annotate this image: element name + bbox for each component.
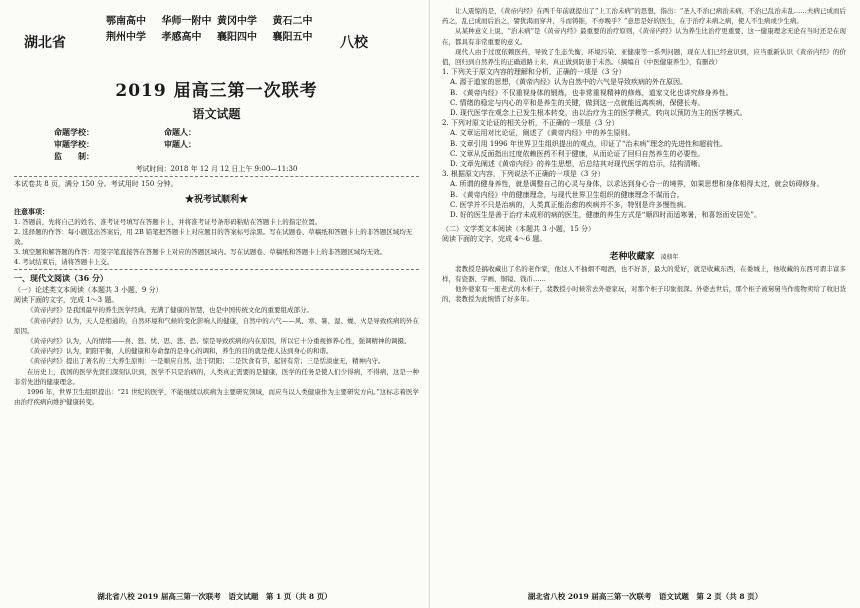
story-paragraph: 他外婆家有一座老式的木柜子，裴教授小时候常去外婆家玩，对那个柜子印象很深。外婆去世后，那个柜子被舅舅当作废物卖给了收旧货的，裴教授为此惋惜了好多年。: [442, 285, 846, 304]
story-author: 凌鼎年: [660, 253, 679, 261]
school-name: 襄阳四中: [216, 32, 257, 43]
school-list: [106, 14, 326, 46]
notes-title: 注意事项：: [14, 206, 49, 216]
exam-meta: [54, 126, 419, 162]
province: 湖北省: [24, 35, 66, 51]
divider: [14, 176, 419, 177]
exam-time: 考试时间：2018 年 12 月 12 日上午 9:00—11:30: [135, 165, 298, 173]
question-option: A. 源于道家的思想，《黄帝内经》认为自然中的六气是导致疾病的外在原因。: [450, 78, 688, 87]
passage-paragraph: 从某种意义上说，“治未病”是《黄帝内经》最重要的治疗原则，《黄帝内经》认为养生比治疗更重要，这一健康理念无论在当时还是在现在，都具有非常重要的意义。: [442, 27, 846, 46]
page-footer: 湖北省八校 2019 届高三第一次联考 语文试题 第 1 页（共 8 页）: [97, 592, 332, 601]
question-option: B. 《黄帝内经》不仅重视身体的锻炼，也非常重视精神的修炼，道家文化也讲究修身养性。: [450, 88, 733, 97]
question-option: C. 情绪的稳定与内心的平和是养生的关键，做到这一点就能远离疾病，保健长寿。: [450, 98, 705, 107]
story-paragraph: 裴教授是搞收藏出了名的老作家，他这人不抽烟不喝酒，也不好茶，最大的爱好，就是收藏东西，在娄城上，他收藏的东西可谓丰富多样，有瓷器、字画、铜镜、钱币……: [442, 264, 846, 283]
exam-header: [14, 6, 419, 76]
reading-instruction: 阅读下面的文字，完成 4～6 题。: [442, 235, 547, 244]
school-name: 华师一附中: [161, 16, 212, 27]
passage-paragraph: 让人震惊的是，《黄帝内经》在两千年前就提出了“上工治未病”的思想，指出：“圣人不治已病治未病，不治已乱治未乱……夫病已成而后药之，乱已成而后治之，譬犹渴而穿井，斗而铸锥，不亦晚乎？”意思是好的医生，在于治疗未病之病，使人不生病或少生病。: [442, 7, 846, 26]
passage-paragraph: 《黄帝内经》认为，阴阳平衡，人的健康和寿命靠的是身心的调和，养生的目的就是使人达到身心的和谐。: [27, 347, 333, 356]
note-item: 4. 考试结束后，请将答题卡上交。: [14, 258, 114, 266]
exam-intro: 本试卷共 8 页，满分 150 分。考试用时 150 分钟。: [14, 180, 178, 188]
good-luck-banner: ★祝考试顺利★: [184, 194, 248, 205]
section-heading: 一、现代文阅读（36 分）: [14, 273, 108, 283]
page-footer: 湖北省八校 2019 届高三第一次联考 语文试题 第 2 页（共 8 页）: [527, 592, 763, 601]
question-stem: 3. 根据原文内容，下列说法不正确的一项是（3 分）: [442, 170, 605, 179]
question-option: A. 所谓的健身养性，就是调整自己的心灵与身体，以求达到身心合一的境界，如果思想和身体相得太过，就会妨碍修身。: [450, 180, 824, 189]
question-stem: 2. 下列对原文论证的相关分析，不正确的一项是（3 分）: [442, 119, 619, 128]
question-option: B. 《黄帝内经》中的健康理念，与现代世界卫生组织的健康理念不谋而合。: [450, 190, 684, 199]
note-item: 2. 选择题的作答：每小题选出答案后，用 2B 铅笔把答题卡上对应题目的答案标号涂黑。写在试题卷、草稿纸和答题卡上的非答题区域均无效。: [14, 228, 413, 246]
school-name: 鄂南高中: [106, 16, 146, 27]
question-option: C. 文章从反面指出过度依赖医药不利于健康，从而论证了回归自然养生的必要性。: [450, 149, 705, 158]
meta-field: 审题学校：: [54, 139, 94, 149]
passage-paragraph: 1996 年，世界卫生组织提出：“21 世纪的医学，不能继续以疾病为主要研究领域，而应当以人类健康作为主要研究方向。”这标志着医学由治疗疾病向维护健康转变。: [14, 388, 419, 407]
meta-field: 监 制：: [54, 151, 94, 161]
passage-paragraph: 《黄帝内经》提出了著名的三大养生原则：一是顺应自然，法于阴阳；二是饮食有节，起居有常；三是恬淡虚无，精神内守。: [27, 357, 385, 366]
divider: [14, 269, 419, 270]
question-option: A. 文章运用对比论证，阐述了《黄帝内经》中的养生原则。: [450, 129, 635, 138]
meta-field: 命题人：: [164, 127, 196, 137]
page-right: [430, 0, 860, 608]
passage-paragraph: 《黄帝内经》是我国最早的养生医学经典，充满了健康的智慧，也是中国传统文化的重要组成部分。: [27, 306, 313, 315]
school-name: 荆州中学: [106, 32, 146, 43]
story-title: [442, 249, 846, 262]
meta-field: 命题学校：: [54, 127, 94, 137]
exam-title: 2019 届高三第一次联考: [115, 81, 318, 101]
passage-paragraph: 《黄帝内经》认为，人的情绪——喜、怒、忧、思、悲、恐、惊是导致疾病的内在原因，所以它十分重视修养心性，强调精神的调摄。: [27, 337, 411, 346]
school-name: 黄冈中学: [216, 16, 257, 27]
reading-instruction: 阅读下面的文字，完成 1～3 题。: [14, 296, 119, 305]
eight-schools-badge: 八校: [340, 35, 368, 51]
story-title-text: 老种收藏家: [609, 251, 655, 262]
question-option: C. 医学并不只是治病的，人类真正能治愈的疾病并不多，特别是许多慢性病。: [450, 200, 691, 209]
question-option: D. 好的医生是善于治疗未成形的病的医生，健康的养生方式是“顺四时而适寒暑，和喜怒而安居处”。: [450, 211, 761, 220]
passage-paragraph: 在历史上，我国的医学先贤们深刻认识到，医学不只是治病的，人类真正需要的是健康，医学的任务是使人们少得病，不得病，这是一种非常先进的健康理念。: [14, 367, 419, 386]
passage-paragraph: 《黄帝内经》认为，天人是相通的，自然环境和气候的变化影响人的健康，自然中的六气——风、寒、暑、湿、燥、火是导致疾病的外在原因。: [14, 316, 419, 335]
subsection-heading: （二）文学类文本阅读（本题共 3 小题，15 分）: [442, 225, 596, 234]
exam-subtitle: 语文试题: [192, 107, 241, 121]
meta-field: 审题人：: [164, 139, 196, 149]
question-option: B. 文章引用 1996 年世界卫生组织提出的观点，印证了“治未病”理念的先进性和超前性。: [450, 139, 728, 148]
school-name: 黄石二中: [272, 16, 313, 27]
school-name: 襄阳五中: [272, 32, 313, 43]
question-option: D. 现代医学在观念上已发生根本转变，由以治疗为主的医学模式，转向以预防为主的医学模式。: [450, 109, 747, 118]
subsection-heading: （一）论述类文本阅读（本题共 3 小题，9 分）: [14, 286, 163, 294]
question-stem: 1. 下列关于原文内容的理解和分析，正确的一项是（3 分）: [442, 68, 626, 77]
school-name: 孝感高中: [161, 32, 202, 43]
passage-paragraph: 现代人由于过度依赖医药，导致了生态失衡、环境污染、亚健康等一系列问题，现在人们已经意识到，应当重新认识《黄帝内经》的价值，回归到自然养生的正确道路上来，真正做到防患于未然。（摘编自《中医健康养生》，有删改）: [442, 47, 846, 67]
note-item: 1. 答题前，先将自己的姓名、准考证号填写在答题卡上，并将准考证号条形码粘贴在答题卡上的指定位置。: [14, 218, 322, 226]
question-option: D. 文章先阐述《黄帝内经》的养生思想，后总结其对现代医学的启示，结构清晰。: [450, 160, 705, 169]
note-item: 3. 填空题和解答题的作答：用签字笔直接答在答题卡上对应的答题区域内。写在试题卷、草稿纸和答题卡上的非答题区域均无效。: [14, 248, 387, 256]
